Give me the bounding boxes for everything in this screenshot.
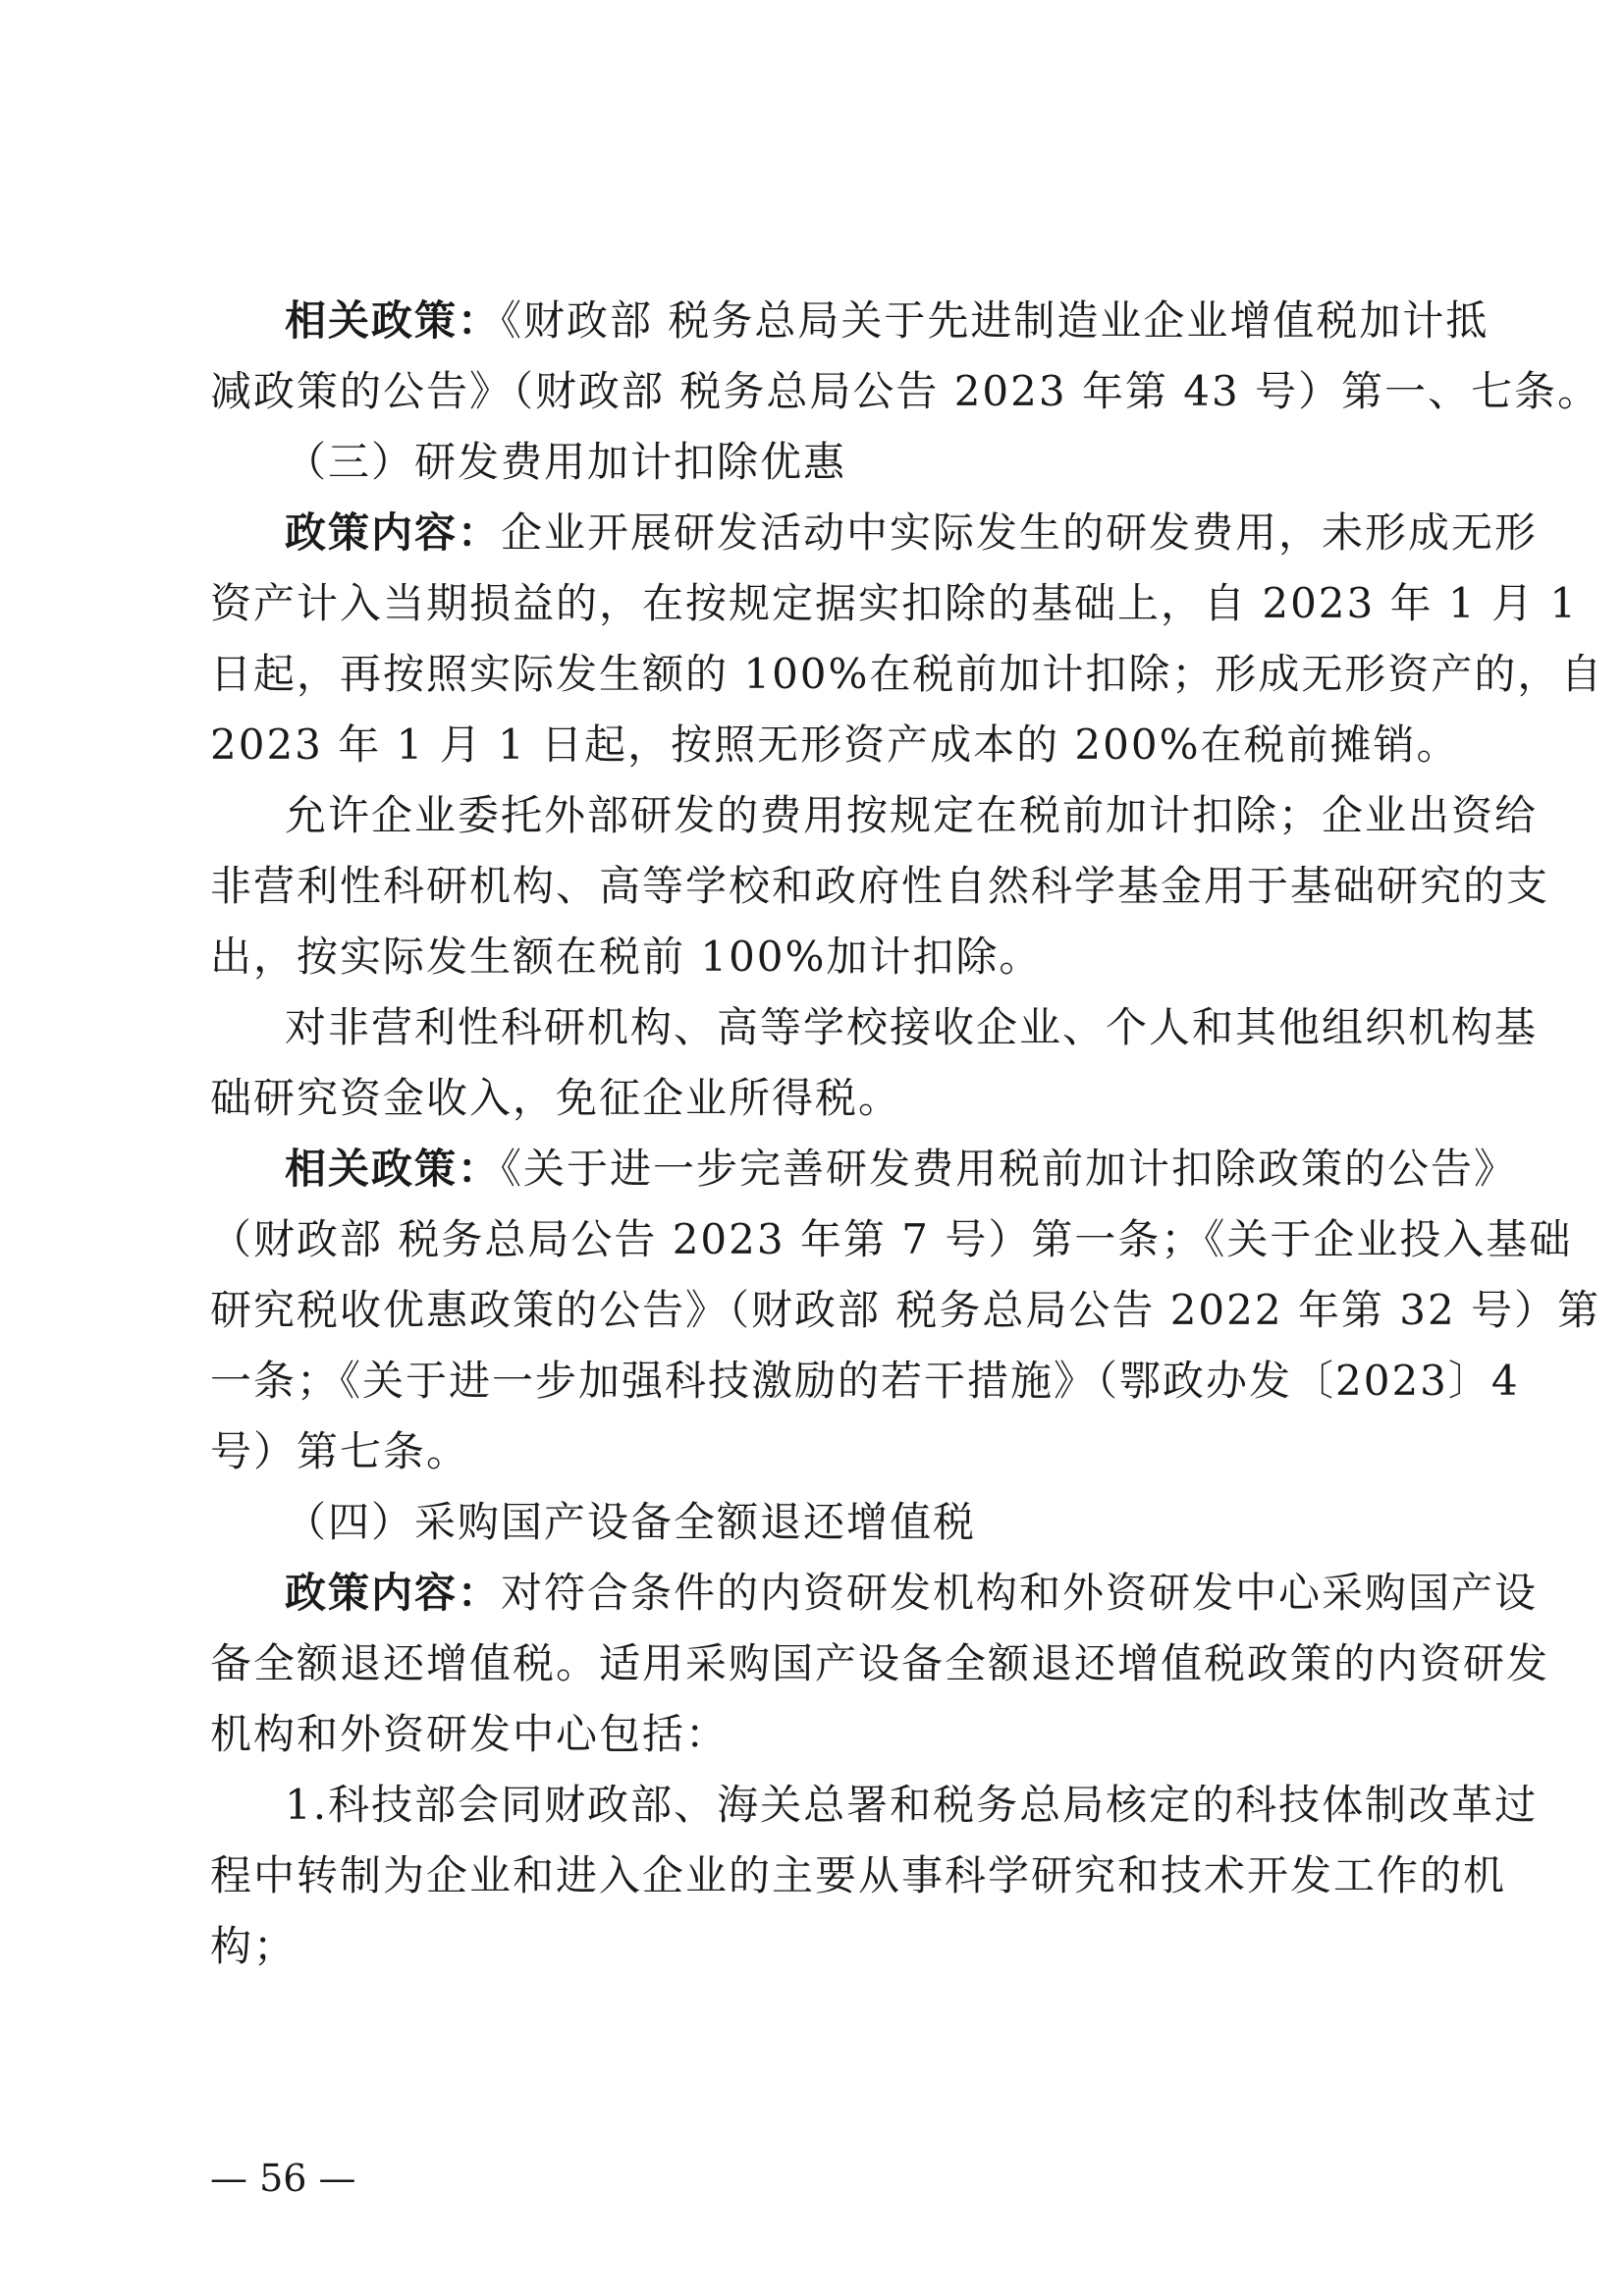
text-line: 2023 年 1 月 1 日起，按照无形资产成本的 200%在税前摊销。 — [210, 721, 1460, 769]
section-heading: （三）研发费用加计扣除优惠 — [285, 438, 847, 486]
text-line: 日起，再按照实际发生额的 100%在税前加计扣除；形成无形资产的，自 — [210, 650, 1604, 698]
text-line: 出，按实际发生额在税前 100%加计扣除。 — [210, 933, 1043, 981]
policy-label: 相关政策： — [285, 296, 502, 345]
section-heading: （四）采购国产设备全额退还增值税 — [285, 1498, 977, 1546]
text-line: 机构和外资研发中心包括： — [210, 1710, 730, 1758]
policy-label: 政策内容： — [285, 508, 502, 557]
text-line: 构； — [210, 1922, 298, 1970]
policy-label: 政策内容： — [285, 1569, 502, 1617]
text-line: 非营利性科研机构、高等学校和政府性自然科学基金用于基础研究的支 — [210, 862, 1550, 910]
text-line: 备全额退还增值税。适用采购国产设备全额退还增值税政策的内资研发 — [210, 1639, 1550, 1687]
text-line: 1.科技部会同财政部、海关总署和税务总局核定的科技体制改革过 — [285, 1781, 1539, 1829]
text-line: 政策内容：企业开展研发活动中实际发生的研发费用，未形成无形 — [285, 508, 1539, 557]
text-line: 减政策的公告》（财政部 税务总局公告 2023 年第 43 号）第一、七条。 — [210, 367, 1601, 415]
text-line: 对非营利性科研机构、高等学校接收企业、个人和其他组织机构基 — [285, 1003, 1539, 1051]
text-line: 础研究资金收入，免征企业所得税。 — [210, 1074, 902, 1122]
text-line: 一条；《关于进一步加强科技激励的若干措施》（鄂政办发〔2023〕4 — [210, 1357, 1520, 1405]
text-line: 资产计入当期损益的，在按规定据实扣除的基础上，自 2023 年 1 月 1 — [210, 579, 1579, 627]
text-line: 相关政策：《财政部 税务总局关于先进制造业企业增值税加计抵 — [285, 296, 1489, 345]
text-line: 允许企业委托外部研发的费用按规定在税前加计扣除；企业出资给 — [285, 791, 1539, 839]
text-line: 程中转制为企业和进入企业的主要从事科学研究和技术开发工作的机 — [210, 1851, 1507, 1899]
text-line: （财政部 税务总局公告 2023 年第 7 号）第一条；《关于企业投入基础 — [210, 1215, 1573, 1263]
text-line: 政策内容：对符合条件的内资研发机构和外资研发中心采购国产设 — [285, 1569, 1539, 1617]
text-line: 研究税收优惠政策的公告》（财政部 税务总局公告 2022 年第 32 号）第 — [210, 1286, 1601, 1334]
text-line: 相关政策：《关于进一步完善研发费用税前加计扣除政策的公告》 — [285, 1145, 1518, 1193]
policy-label: 相关政策： — [285, 1145, 502, 1193]
text-line: 号）第七条。 — [210, 1427, 470, 1475]
page-number: — 56 — — [210, 2157, 356, 2200]
